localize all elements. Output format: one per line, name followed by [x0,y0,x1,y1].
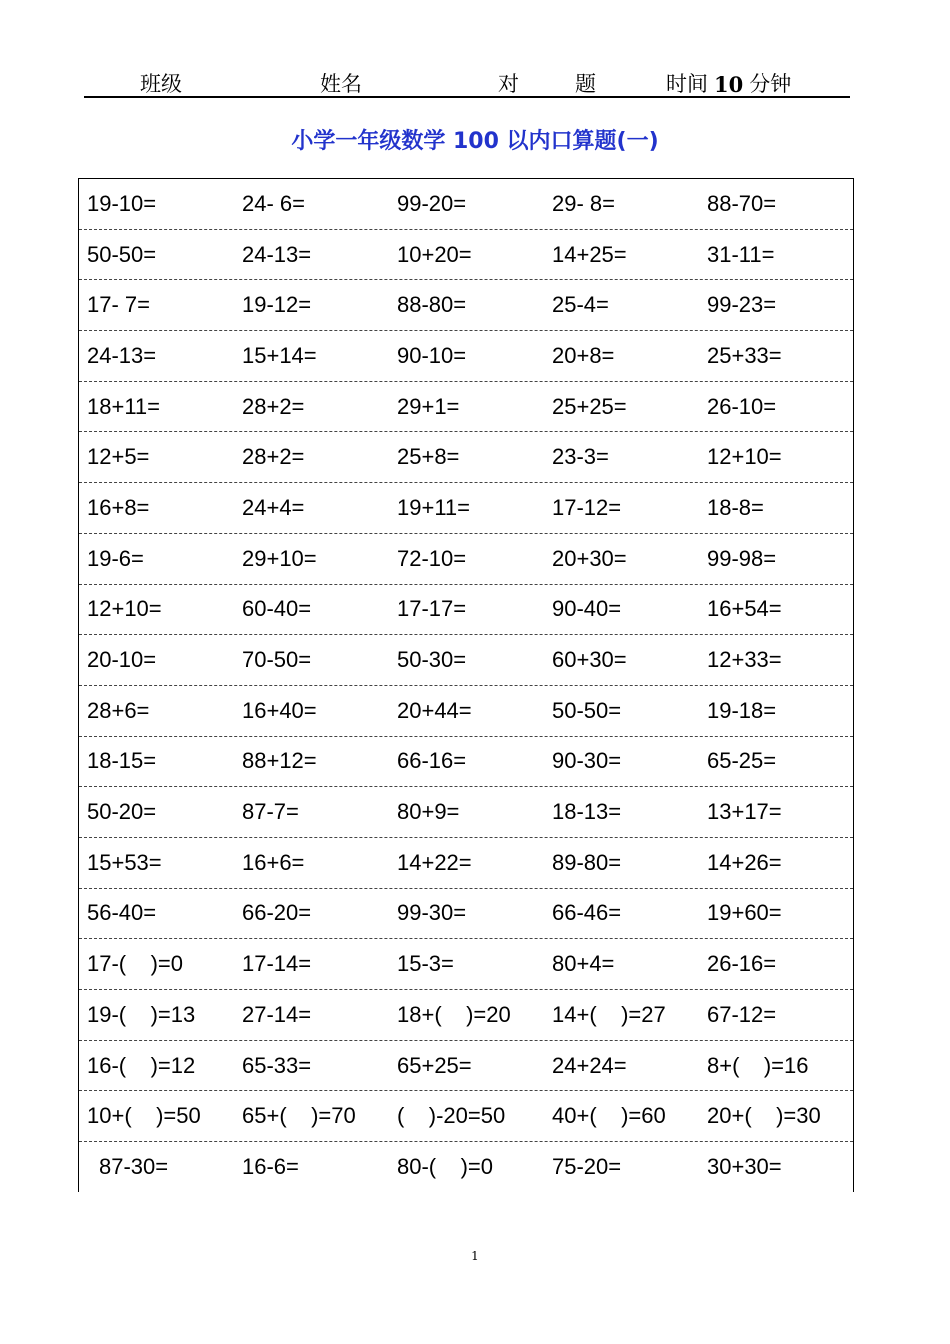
problem-row [79,585,853,636]
problem-row [79,331,853,382]
problem-cell: 90-30= [552,748,622,774]
problem-cell: 18+11= [87,393,161,419]
problem-cell: 66-46= [552,900,622,926]
problem-cell: 25+33= [707,342,782,368]
problem-row [79,939,853,990]
problem-row [79,787,853,838]
problem-cell: 8+( )=16 [707,1052,809,1078]
problem-cell: 16+40= [242,697,317,723]
problem-cell: 60-40= [242,596,312,622]
problem-cell: 29+10= [242,545,317,571]
problem-cell: 19-10= [87,190,157,216]
problem-cell: 29+1= [397,393,460,419]
problem-row [79,838,853,889]
problem-cell: 20+44= [397,697,472,723]
problem-cell: 28+2= [242,393,305,419]
problem-cell: 18-13= [552,799,622,825]
problem-cell: 80+4= [552,951,615,977]
problem-cell: 30+30= [707,1154,782,1180]
problem-cell: 16+8= [87,494,150,520]
problem-cell: ( )-20=50 [397,1103,506,1129]
problem-cell: 17-( )=0 [87,951,183,977]
problem-cell: 56-40= [87,900,157,926]
problem-cell: 65+25= [397,1052,472,1078]
problem-cell: 99-30= [397,900,467,926]
problem-cell: 88-70= [707,190,777,216]
problem-cell: 50-50= [87,241,157,267]
problem-cell: 65-33= [242,1052,312,1078]
problem-cell: 88+12= [242,748,317,774]
problem-cell: 24-13= [242,241,312,267]
problem-cell: 19-18= [707,697,777,723]
worksheet-title: 小学一年级数学 100 以内口算题(一) [291,129,659,154]
problem-row [79,990,853,1041]
problem-row [79,635,853,686]
problem-cell: 18+( )=20 [397,1001,511,1027]
problem-row [79,179,853,230]
minutes-label: 分钟 [749,72,792,96]
problem-cell: 17-12= [552,494,622,520]
problem-cell: 65+( )=70 [242,1103,356,1129]
problem-cell: 18-8= [707,494,764,520]
problem-cell: 89-80= [552,849,622,875]
time-field [666,68,791,98]
problem-cell: 67-12= [707,1001,777,1027]
time-label: 时间 [666,72,708,96]
problem-row [79,1091,853,1142]
problem-cell: 12+5= [87,444,150,470]
problem-cell: 20+( )=30 [707,1103,821,1129]
problem-cell: 17- 7= [87,292,150,318]
problem-cell: 88-80= [397,292,467,318]
problem-row [79,1142,853,1193]
correct-count-field [498,68,596,98]
problem-cell: 19+60= [707,900,782,926]
problem-cell: 19-( )=13 [87,1001,196,1027]
problem-cell: 16+6= [242,849,305,875]
problem-cell: 26-10= [707,393,777,419]
class-field [140,68,294,98]
problem-cell: 80-( )=0 [397,1154,493,1180]
problem-cell: 24- 6= [242,190,305,216]
problem-cell: 25+8= [397,444,460,470]
problem-cell: 24-13= [87,342,157,368]
problem-cell: 99-98= [707,545,777,571]
problem-cell: 29- 8= [552,190,615,216]
problem-cell: 26-16= [707,951,777,977]
problem-row [79,432,853,483]
problem-cell: 27-14= [242,1001,312,1027]
problem-cell: 99-20= [397,190,467,216]
problem-cell: 50-50= [552,697,622,723]
problem-cell: 20+30= [552,545,627,571]
problem-cell: 70-50= [242,647,312,673]
page-number: 1 [471,1249,479,1263]
problem-cell: 10+( )=50 [87,1103,201,1129]
problem-row [79,686,853,737]
correct-count-blank[interactable] [521,75,573,98]
problem-cell: 87-30= [99,1154,169,1180]
problem-cell: 14+22= [397,849,472,875]
name-blank[interactable] [364,75,452,98]
problem-cell: 25-4= [552,292,609,318]
problem-cell: 12+33= [707,647,782,673]
problem-cell: 19-6= [87,545,144,571]
problem-cell: 66-16= [397,748,467,774]
problem-row [79,889,853,940]
problem-cell: 18-15= [87,748,157,774]
problem-cell: 16-( )=12 [87,1052,196,1078]
problem-row [79,230,853,281]
problem-cell: 20+8= [552,342,615,368]
problem-cell: 14+25= [552,241,627,267]
problem-cell: 15-3= [397,951,454,977]
problem-row [79,1041,853,1092]
problem-cell: 14+26= [707,849,782,875]
problem-cell: 90-10= [397,342,467,368]
problem-cell: 12+10= [707,444,782,470]
problem-cell: 20-10= [87,647,157,673]
problem-row [79,483,853,534]
problem-cell: 10+20= [397,241,472,267]
class-blank[interactable] [184,75,292,98]
problem-cell: 12+10= [87,596,162,622]
problem-cell: 15+53= [87,849,162,875]
problem-cell: 24+24= [552,1052,627,1078]
problem-cell: 90-40= [552,596,622,622]
class-label: 班级 [140,72,182,96]
worksheet-header [84,64,850,98]
correct-label: 对 [498,72,519,96]
problem-cell: 75-20= [552,1154,622,1180]
problem-cell: 15+14= [242,342,317,368]
problem-cell: 87-7= [242,799,299,825]
problem-cell: 23-3= [552,444,609,470]
problem-grid [78,178,854,1192]
problem-cell: 40+( )=60 [552,1103,666,1129]
problem-cell: 50-30= [397,647,467,673]
problem-row [79,382,853,433]
problem-cell: 17-14= [242,951,312,977]
problem-cell: 24+4= [242,494,305,520]
problem-row [79,737,853,788]
problem-cell: 16+54= [707,596,782,622]
problem-cell: 65-25= [707,748,777,774]
problem-cell: 60+30= [552,647,627,673]
problem-cell: 99-23= [707,292,777,318]
problem-cell: 19-12= [242,292,312,318]
problem-row [79,534,853,585]
time-value: 10 [710,72,747,98]
problem-cell: 19+11= [397,494,471,520]
problem-row [79,280,853,331]
problem-cell: 28+6= [87,697,150,723]
problem-cell: 72-10= [397,545,467,571]
problem-cell: 66-20= [242,900,312,926]
question-label: 题 [575,72,596,96]
problem-cell: 50-20= [87,799,157,825]
problem-cell: 80+9= [397,799,460,825]
name-label: 姓名 [320,72,362,96]
problem-cell: 31-11= [707,241,775,267]
problem-cell: 17-17= [397,596,467,622]
problem-cell: 14+( )=27 [552,1001,666,1027]
problem-cell: 16-6= [242,1154,299,1180]
name-field [320,68,454,98]
problem-cell: 13+17= [707,799,782,825]
problem-cell: 25+25= [552,393,627,419]
problem-cell: 28+2= [242,444,305,470]
